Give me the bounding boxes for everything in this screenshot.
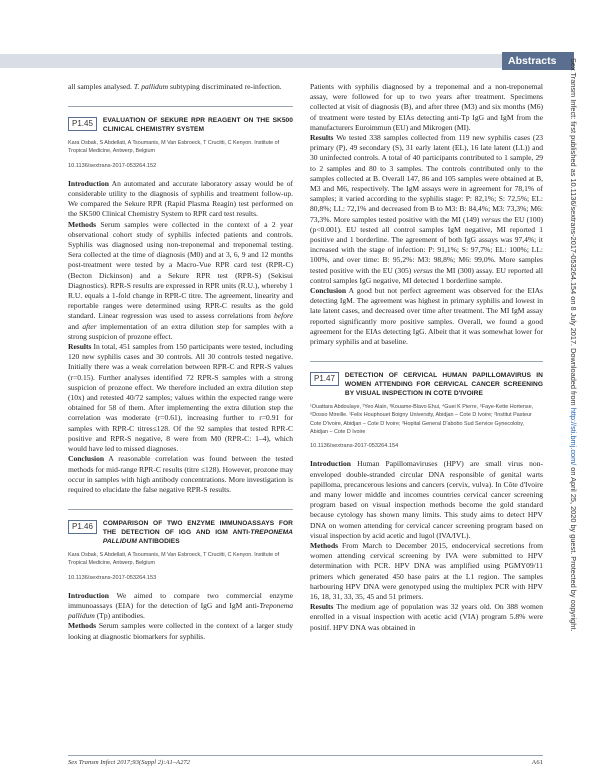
abstract-methods-continued: Patients with syphilis diagnosed by a treponemal and a non-treponemal assay, were followed for up to two years after treatment. Specimens collected at visit of diagnosis (B), and after three (M3) and six months (M6) of treatment were tested by EIAs detecting anti-Tp IgG and IgM from the manufacturers Euroimmun (EU) and Mikrogen (MI). xyxy=(310,82,543,132)
abstract-header-p146 xyxy=(68,509,293,546)
abstract-doi[interactable]: 10.1136/sextrans-2017-053264.154 xyxy=(310,443,399,450)
abstract-introduction: Introduction Human Papillomaviruses (HPV) are small virus non-enveloped double-stranded circular DNA responsible of genital warts papilloma, precancerous lesions and cancers (cervix, vulva). In Côte d'Ivoire and many lower middle and incomes countries cervical cancer screening program based on visual inspection methods become the gold standard because cytology has shown many limits. This study aims to detect HPV DNA on women attending for cervical cancer screening program based on visual inspection by acid acetic and lugol (IVA/IVL). xyxy=(310,459,543,540)
abstract-authors: Kara Osbak, S Abdellati, A Tsoumanis, M Van Esbroeck, T Crucitti, C Kenyon. Institute of Tropical Medicine, Antwerp, Belgium xyxy=(68,140,280,155)
abstract-title: COMPARISON OF TWO ENZYME IMMUNOASSAYS FOR THE DETECTION OF IGG AND IGM ANTI-TREPONEMA PALLIDUM ANTIBODIES xyxy=(102,520,293,546)
abstract-results: Results We tested 338 samples collected from 119 new syphilis cases (23 primary (P), 49 secondary (S), 31 early latent (EL), 16 late latent (LL)) and 30 uninfected controls. A total of 40 participants contributed to 1 sample, 29 to 2 samples and 80 to 3 samples. The controls contributed only to the samples collected at B. Overall 147, 86 and 105 samples were obtained at B, M3 and M6, respectively. The IgM assays were in agreement for 78,1% of samples; it varied according to the syphilis stage: P: 82,1%; S: 72,5%; EL: 80,8%; LL: 72,1% and decreased from B to M3: B: 84,4%; M3: 73,3%; M6: 73,3%. More samples tested positive with the MI (149) versus the EU (100) (p<0.001). EU tested all control samples IgM negative, MI reported 1 positive and 1 borderline. The agreement of both IgG assays was 97,4%; it increased with the stage of infection: P: 91,1%; S: 97,7%; EL: 100%; LL: 100%, and over time: B: 95,2%: M3: 98,8%; M6: 99,0%. More samples tested positive with the EU (305) versus the MI (300) assay. EU reported all control samples IgG negative, MI detected 1 borderline sample. xyxy=(310,133,543,285)
abstract-header-p145 xyxy=(68,106,293,134)
page-footer xyxy=(68,755,543,766)
abstract-introduction: Introduction We aimed to compare two commercial enzyme immunoassays (EIA) for the detection of IgG and IgM anti-Treponema pallidum (Tp) antibodies. xyxy=(68,590,293,621)
side-note-link[interactable]: http://sti.bmj.com/ xyxy=(569,407,578,466)
abstract-results: Results The medium age of population was 32 years old. On 388 women enrolled in a visual inspection with acetic acid (VIA) program 5.8% were positif. HPV DNA was obtained in xyxy=(310,602,543,632)
continued-text: all samples analysed. T. pallidum subtyping discriminated re-infection. xyxy=(68,82,282,91)
abstract-authors: ¹Ouattara Abdoulaye, ²Yeo Alain, ³Kouame-Blavo Ehui, ⁴Guei K Pierre, ⁵Faye-Kette Hortense, ⁶Dosso Mireille. ¹Felix Houphouet Boigny University, Abidjan – Cote D Ivoire; ²Institut Pasteur Cote D'ivoire, Abidjan – Cote D Ivoire; ³Hopital General D'abobo Sud Service Gynecoloby, Abidjan – Cote D Ivoire xyxy=(310,404,534,435)
abstract-doi[interactable]: 10.1136/sextrans-2017-053264.153 xyxy=(68,574,157,581)
section-tab: Abstracts xyxy=(502,52,574,70)
abstract-doi[interactable]: 10.1136/sextrans-2017-053264.152 xyxy=(68,162,157,169)
abstract-methods: Methods Serum samples were collected in the context of a 2 year observational cohort study of syphilis infected patients and controls. Syphilis was diagnosed using non-treponemal and treponemal testing. Sera collected at the time of diagnosis (M0) and at 3, 6, 9 and 12 months post-treatment were tested by a Macro-Vue RPR card test (RPR-C) (Becton Dickinson) and a Sekure RPR test (RPR-S) (Sekisui Diagnostics). RPR-S results are expressed in RPR units (R.U.), whereby 1 R.U. equals a 1-fold change in RPR-C titre. The agreement, linearity and reportable ranges were determined using RPR-C results as the gold standard. Linear regression was used to assess correlations from before and after implementation of an extra dilution step for samples with a strong suspicion of prozone effect. xyxy=(68,219,293,341)
abstract-introduction: Introduction An automated and accurate laboratory assay would be of considerable utility to the diagnosis of syphilis and treatment follow-up. We compared the Sekure RPR (Rapid Plasma Reagin) test performed on the SK500 Clinical Chemistry System to RPR card test results. xyxy=(68,178,293,219)
footer-citation: Sex Transm Infect 2017;93(Suppl 2):A1–A272 xyxy=(68,759,190,766)
side-note-text: Sex Transm Infect: first published as 10.1136/sextrans-2017-053264.154 on 8 July 2017. Downloaded from xyxy=(569,58,578,408)
abstract-results: Results In total, 451 samples from 150 participants were tested, including 120 new syphilis cases and 30 controls. All 30 controls tested negative. Initially there was a weak correlation between RPR-C and RPR-S values (r=0.15). Further analyses identified 72 RPR-S samples with a strong suspicion of prozone effect. We therefore included an extra dilution step (10x) and retested 40/72 samples; values within the expected range were obtained for 58 of them. After implementing the extra dilution step the correlation was moderate (r=0.61), increasing further to r=0.91 for samples with RPR-C titres≤128. Of the 92 samples that tested RPR-C positive and RPR-S negative, 8 were from M0 (RPR-C: 1–4), which would have led to missed diagnoses. xyxy=(68,342,293,454)
right-column xyxy=(310,82,543,633)
abstract-title: EVALUATION OF SEKURE RPR REAGENT ON THE SK500 CLINICAL CHEMISTRY SYSTEM xyxy=(102,117,293,134)
side-download-note xyxy=(566,58,578,718)
abstract-methods: Methods Serum samples were collected in the context of a larger study looking at diagnostic biomarkers for syphilis. xyxy=(68,621,293,641)
page-number: A61 xyxy=(531,759,543,766)
abstract-conclusion: Conclusion A reasonable correlation was found between the tested methods for mid-range RPR-C results (titre ≤128). However, prozone may occur in samples with high antibody concentrations. More investigation is required to elucidate the false negative RPR-S results. xyxy=(68,454,293,494)
header-bar xyxy=(0,54,574,68)
side-note-text-after: on April 25, 2020 by guest. Protected by copyright. xyxy=(569,465,578,632)
abstract-number: P1.46 xyxy=(68,520,97,534)
abstract-header-p147 xyxy=(310,361,543,398)
abstract-number: P1.45 xyxy=(68,117,97,131)
abstract-authors: Kara Osbak, S Abdellati, A Tsoumanis, M Van Esbroeck, T Crucitti, C Kenyon. Institute of Tropical Medicine, Antwerp, Belgium xyxy=(68,552,280,567)
left-column xyxy=(68,82,293,642)
abstract-title: DETECTION OF CERVICAL HUMAN PAPILLOMAVIRUS IN WOMEN ATTENDING FOR CERVICAL CANCER SCREENING BY VISUAL INSPECTION IN COTE D'IVOIRE xyxy=(344,372,543,398)
abstract-number: P1.47 xyxy=(310,372,339,386)
abstract-conclusion: Conclusion A good but not perfect agreement was observed for the EIAs detecting IgM. The agreement was highest in primary syphilis and lowest in late latent cases, and decreased over time after treatment. The MI IgM assay reported significantly more positive samples. Overall, we found a good agreement for the EIAs detecting IgG. Albeit that it was somewhat lower for primary syphilis and at baseline. xyxy=(310,286,543,347)
abstract-methods: Methods From March to December 2015, endocervical secretions from women attending cervical screening by IVA were submitted to HPV determination with PCR. HPV DNA was amplified using PGMY09/11 primers which generated 450 base pairs at the L1 region. The samples harbouring HPV DNA were genotyped using the multiplex PCR with HPV 16, 18, 31, 33, 35, 45 and 51 primers. xyxy=(310,540,543,601)
